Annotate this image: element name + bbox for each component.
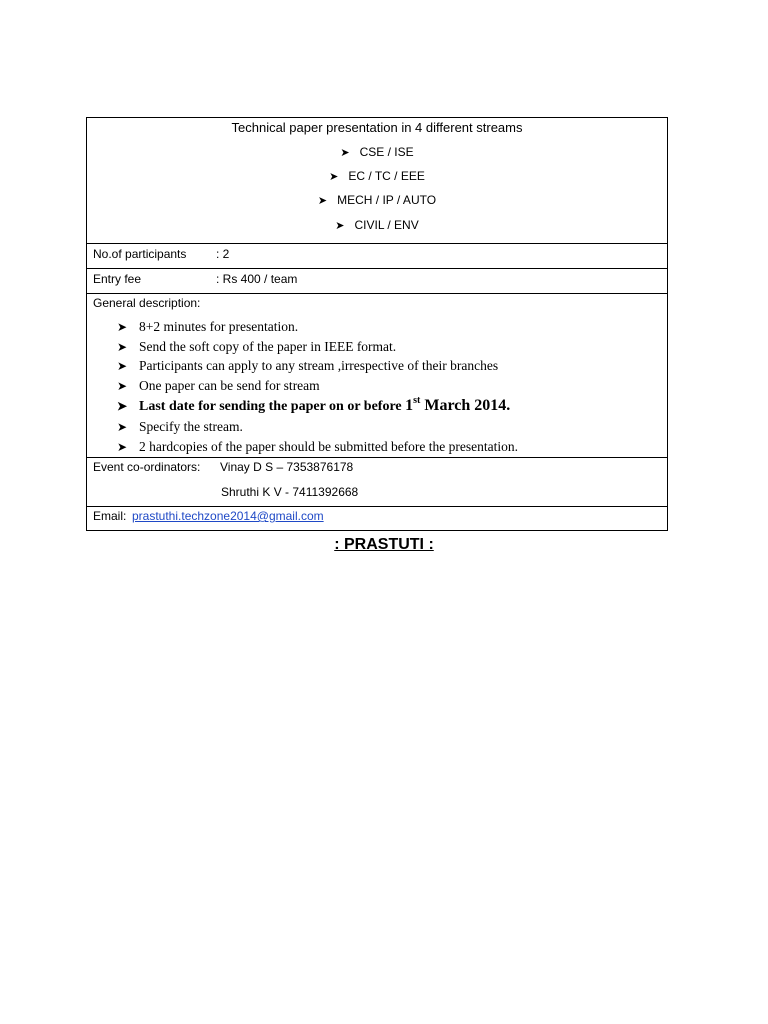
stream-item: ➤ CIVIL / ENV (335, 218, 419, 232)
entry-fee-label: Entry fee (93, 272, 142, 286)
coordinators-label: Event co-ordinators: (93, 460, 201, 474)
list-item: ➤ Participants can apply to any stream ,irrespective of their branches (117, 356, 518, 376)
list-item: ➤ 2 hardcopies of the paper should be submitted before the presentation. (117, 437, 518, 457)
arrowhead-bullet-icon: ➤ (117, 320, 128, 334)
entry-fee-value: : Rs 400 / team (216, 272, 298, 286)
coordinators-row (87, 457, 667, 506)
arrowhead-bullet-icon: ➤ (117, 378, 128, 393)
list-item: ➤ 8+2 minutes for presentation. (117, 317, 518, 337)
arrowhead-bullet-icon: ➤ (317, 195, 328, 207)
participants-label: No.of participants (93, 247, 187, 261)
event-title: Technical paper presentation in 4 different streams (231, 120, 523, 135)
arrowhead-bullet-icon: ➤ (117, 359, 128, 373)
arrowhead-bullet-icon: ➤ (335, 220, 345, 232)
event-header-cell (87, 118, 667, 243)
description-label: General description: (93, 296, 201, 310)
event-name-title: : PRASTUTI : (334, 536, 434, 553)
email-row (87, 506, 667, 530)
event-details-table (86, 117, 668, 531)
participants-value: : 2 (216, 247, 230, 261)
arrowhead-bullet-icon: ➤ (117, 339, 128, 354)
entry-fee-row (87, 268, 667, 293)
stream-item: ➤ CSE / ISE (340, 145, 414, 159)
email-link[interactable]: prastuthi.techzone2014@gmail.com (132, 509, 324, 523)
arrowhead-bullet-icon: ➤ (117, 399, 128, 413)
email-label: Email: (93, 509, 127, 523)
stream-item: ➤ MECH / IP / AUTO (317, 193, 437, 207)
list-item: ➤ Send the soft copy of the paper in IEEE format. (117, 337, 518, 357)
rules-list (117, 317, 518, 456)
general-description-row (87, 293, 667, 457)
arrowhead-bullet-icon: ➤ (117, 439, 128, 454)
list-item: ➤ Specify the stream. (117, 417, 518, 437)
arrowhead-bullet-icon: ➤ (329, 171, 339, 183)
participants-row (87, 243, 667, 268)
arrowhead-bullet-icon: ➤ (340, 147, 350, 159)
coordinator-contact: Shruthi K V - 7411392668 (221, 485, 359, 499)
stream-item: ➤ EC / TC / EEE (329, 169, 425, 183)
list-item: ➤ One paper can be send for stream (117, 376, 518, 396)
deadline-item: ➤ Last date for sending the paper on or before 1st March 2014. (117, 395, 518, 417)
arrowhead-bullet-icon: ➤ (117, 420, 128, 434)
coordinator-contact: Vinay D S – 7353876178 (220, 460, 354, 474)
